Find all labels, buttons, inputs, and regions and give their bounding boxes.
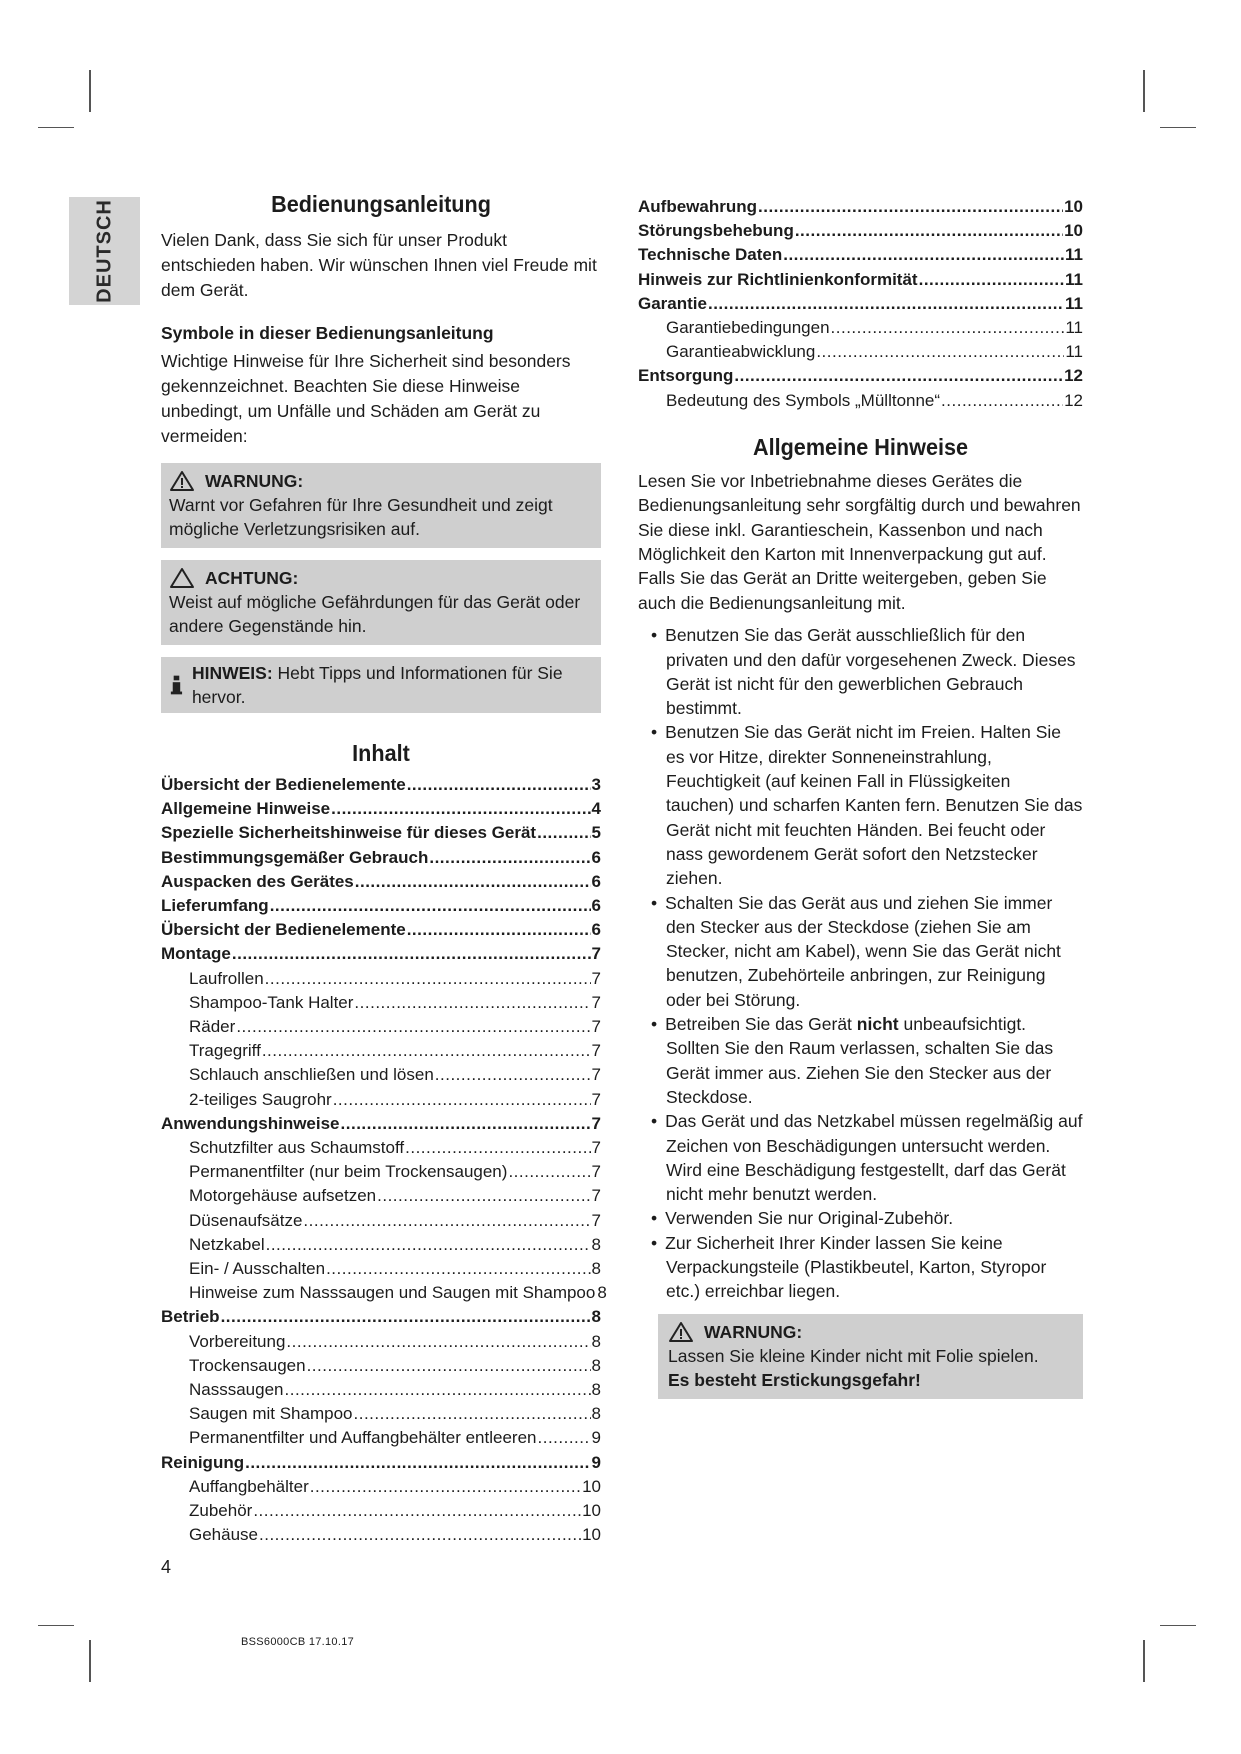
toc-entry <box>161 1499 601 1523</box>
symbols-text: Wichtige Hinweise für Ihre Sicherheit sind besonders gekennzeichnet. Beachten Sie diese Hinweise unbedingt, um Unfälle und Schäden am Gerät zu vermeiden: <box>161 351 571 446</box>
toc-entry-page: 7 <box>591 1162 601 1182</box>
toc-entry <box>161 1378 601 1402</box>
warning-label: WARNUNG: <box>704 1321 803 1342</box>
manual-title: Bedienungsanleitung <box>271 191 491 217</box>
list-item: • Zur Sicherheit Ihrer Kinder lassen Sie keine Verpackungsteile (Plastikbeutel, Karton, Styropor etc.) erreichbar liegen. <box>638 1231 1083 1304</box>
toc-leader-dots <box>307 1354 591 1378</box>
toc-leader-dots <box>831 316 1065 340</box>
toc-entry-label: Permanentfilter und Auffangbehälter entleeren <box>189 1428 537 1448</box>
toc-entry-label: Permanentfilter (nur beim Trockensaugen) <box>189 1162 508 1182</box>
list-item-text: Betreiben Sie das Gerät <box>665 1014 857 1035</box>
intro-text: Vielen Dank, dass Sie sich für unser Produkt entschieden haben. Wir wünschen Ihnen viel Freude mit dem Gerät. <box>161 230 597 300</box>
toc-entry-label: Betrieb <box>161 1307 220 1327</box>
toc-leader-dots <box>303 1209 590 1233</box>
toc-leader-dots <box>377 1184 590 1208</box>
toc-entry-label: Düsenaufsätze <box>189 1210 303 1230</box>
toc-entry-page: 8 <box>591 1259 601 1279</box>
general-notes-text: Lesen Sie vor Inbetriebnahme dieses Gerätes die Bedienungsanleitung sehr sorgfältig durch und bewahren Sie diese inkl. Garantieschein, Kassenbon und nach Möglichkeit den Karton mit Innenverpackung gut auf. Falls Sie das Gerät an Dritte weitergeben, geben Sie auch die Bedienungsanleitung mit. <box>638 470 1081 613</box>
toc-entry-label: Reinigung <box>161 1452 245 1472</box>
hint-text: Hebt Tipps und Informationen für Sie hervor. <box>191 663 563 707</box>
toc-leader-dots <box>537 821 590 845</box>
toc-entry <box>638 340 1083 364</box>
toc-entry-page: 7 <box>591 1089 601 1109</box>
toc-entry-page: 7 <box>591 1065 601 1085</box>
footer-code: BSS6000CB 17.10.17 <box>241 1636 355 1648</box>
general-notes-title: Allgemeine Hinweise <box>752 433 969 460</box>
crop-mark <box>89 1640 91 1682</box>
right-column <box>638 195 1083 1399</box>
toc-entry-label: Hinweise zum Nasssaugen und Saugen mit Shampoo <box>189 1283 596 1303</box>
toc-leader-dots <box>405 1136 590 1160</box>
toc-entry <box>161 1305 601 1329</box>
toc-entry <box>638 195 1083 219</box>
toc-entry-label: Netzkabel <box>189 1234 265 1254</box>
toc-entry <box>638 219 1083 243</box>
toc-entry-label: Bedeutung des Symbols „Mülltonne“ <box>666 390 941 410</box>
crop-mark <box>1160 1625 1196 1626</box>
caution-icon <box>169 567 195 589</box>
warning-icon <box>169 470 195 492</box>
toc-leader-dots <box>270 894 591 918</box>
toc-entry-label: Trockensaugen <box>189 1355 306 1375</box>
children-warning-box <box>658 1314 1083 1399</box>
toc-leader-dots <box>266 1233 591 1257</box>
toc-entry-page: 7 <box>591 992 601 1012</box>
toc-entry <box>161 846 601 870</box>
toc-entry <box>638 268 1083 292</box>
toc-entry-label: Auffangbehälter <box>189 1476 309 1496</box>
toc-entry-label: Anwendungshinweise <box>161 1113 340 1133</box>
toc-entry-page: 7 <box>591 1138 601 1158</box>
toc-entry-label: Motorgehäuse aufsetzen <box>189 1186 377 1206</box>
warning-text: Warnt vor Gefahren für Ihre Gesundheit und zeigt mögliche Verletzungsrisiken auf. <box>169 495 553 539</box>
toc-entry-page: 7 <box>591 968 601 988</box>
toc-entry-label: Lieferumfang <box>161 896 269 916</box>
table-of-contents <box>161 773 607 1548</box>
toc-entry <box>161 1112 601 1136</box>
toc-leader-dots <box>407 773 591 797</box>
toc-entry <box>161 1184 601 1208</box>
toc-entry-page: 5 <box>591 823 601 843</box>
toc-entry <box>161 1426 601 1450</box>
toc-entry-page: 10 <box>582 1476 601 1496</box>
toc-leader-dots <box>262 1039 591 1063</box>
toc-leader-dots <box>285 1378 591 1402</box>
toc-entry <box>161 1281 607 1305</box>
toc-leader-dots <box>407 918 591 942</box>
toc-leader-dots <box>265 967 591 991</box>
caution-box <box>161 560 601 645</box>
toc-entry <box>161 1160 601 1184</box>
list-item: • Das Gerät und das Netzkabel müssen regelmäßig auf Zeichen von Beschädigungen untersucht werden. Wird eine Beschädigung festgestellt, darf das Gerät nicht mehr benutzt werden. <box>638 1109 1083 1206</box>
warning-icon <box>668 1321 694 1343</box>
warning-box <box>161 463 601 548</box>
warning-text: Lassen Sie kleine Kinder nicht mit Folie spielen. <box>668 1345 1039 1366</box>
toc-entry-label: Entsorgung <box>638 366 734 386</box>
toc-entry-page: 8 <box>591 1331 601 1351</box>
toc-entry <box>638 316 1083 340</box>
toc-entry <box>161 894 601 918</box>
toc-leader-dots <box>331 797 590 821</box>
list-item: • Verwenden Sie nur Original-Zubehör. <box>638 1206 1083 1230</box>
toc-leader-dots <box>758 195 1063 219</box>
toc-entry-page: 8 <box>591 1380 601 1400</box>
toc-entry <box>161 967 601 991</box>
toc-entry-label: Schutzfilter aus Schaumstoff <box>189 1138 405 1158</box>
toc-entry-label: Technische Daten <box>638 245 783 265</box>
toc-entry-label: Räder <box>189 1017 236 1037</box>
toc-entry-page: 11 <box>1065 293 1083 313</box>
toc-leader-dots <box>429 846 590 870</box>
toc-entry-page: 10 <box>1064 197 1083 216</box>
toc-entry <box>161 1475 601 1499</box>
toc-entry <box>161 1209 601 1233</box>
toc-entry <box>161 1063 601 1087</box>
toc-entry <box>161 1402 601 1426</box>
toc-entry-label: Spezielle Sicherheitshinweise für dieses Gerät <box>161 823 537 843</box>
toc-entry <box>161 1088 601 1112</box>
toc-leader-dots <box>245 1451 590 1475</box>
toc-entry-label: Garantieabwicklung <box>666 342 816 362</box>
toc-entry <box>161 1330 601 1354</box>
toc-entry-label: Saugen mit Shampoo <box>189 1404 353 1424</box>
list-item: • Benutzen Sie das Gerät nicht im Freien. Halten Sie es vor Hitze, direkter Sonneneinstrahlung, Feuchtigkeit (auf keinen Fall in Flüssigkeiten tauchen) und scharfen Kanten fern. Benutzen Sie das Gerät nicht mit feuchten Händen. Bei feucht oder nass gewordenem Gerät sofort den Netzstecker ziehen. <box>638 720 1083 890</box>
toc-entry-label: Bestimmungsgemäßer Gebrauch <box>161 847 429 867</box>
toc-entry-page: 11 <box>1065 245 1083 265</box>
toc-entry <box>638 292 1083 316</box>
toc-entry-label: Gehäuse <box>189 1525 258 1545</box>
toc-entry <box>161 991 601 1015</box>
toc-entry-label: Übersicht der Bedienelemente <box>161 920 406 940</box>
toc-leader-dots <box>354 991 590 1015</box>
toc-entry <box>161 1039 601 1063</box>
caution-text: Weist auf mögliche Gefährdungen für das Gerät oder andere Gegenstände hin. <box>169 592 581 636</box>
toc-entry-label: Zubehör <box>189 1501 253 1521</box>
toc-entry-page: 7 <box>591 1113 601 1133</box>
left-column <box>161 190 607 1548</box>
toc-entry <box>638 389 1083 413</box>
toc-entry-page: 6 <box>591 871 601 891</box>
hint-label: HINWEIS: <box>191 663 273 683</box>
toc-entry-page: 6 <box>591 847 601 867</box>
toc-entry <box>161 1233 601 1257</box>
toc-entry-page: 7 <box>591 1210 601 1230</box>
toc-leader-dots <box>232 942 591 966</box>
toc-entry <box>161 1257 601 1281</box>
info-icon <box>169 674 184 696</box>
toc-entry-page: 7 <box>591 1041 601 1061</box>
toc-entry <box>161 1354 601 1378</box>
toc-entry-page: 7 <box>591 1186 601 1206</box>
toc-entry-page: 8 <box>591 1307 601 1327</box>
toc-leader-dots <box>795 219 1063 243</box>
toc-entry <box>161 773 601 797</box>
toc-leader-dots <box>221 1305 591 1329</box>
toc-entry-page: 9 <box>591 1428 601 1448</box>
toc-entry <box>161 821 601 845</box>
toc-entry-label: Garantie <box>638 293 707 313</box>
table-of-contents-continued <box>638 195 1083 413</box>
toc-entry-page: 6 <box>591 920 601 940</box>
toc-entry <box>161 918 601 942</box>
toc-leader-dots <box>259 1523 581 1547</box>
toc-entry-page: 3 <box>591 775 601 794</box>
crop-mark <box>1143 70 1145 112</box>
toc-leader-dots <box>734 364 1063 388</box>
toc-leader-dots <box>355 870 591 894</box>
toc-entry <box>161 1136 601 1160</box>
toc-entry-label: Garantiebedingungen <box>666 318 830 338</box>
list-item-text: unbeaufsichtigt. Sollten Sie den Raum verlassen, schalten Sie das Gerät immer aus. Ziehen Sie den Stecker aus der Steckdose. <box>666 1014 1054 1107</box>
toc-entry-page: 12 <box>1064 366 1083 386</box>
toc-entry-label: Aufbewahrung <box>638 197 757 216</box>
list-item: • Benutzen Sie das Gerät ausschließlich für den privaten und den dafür vorgesehenen Zweck. Dieses Gerät ist nicht für den gewerblichen Gebrauch bestimmt. <box>638 623 1083 720</box>
toc-entry-page: 11 <box>1065 342 1083 362</box>
toc-entry-page: 10 <box>582 1501 601 1521</box>
toc-entry-page: 6 <box>591 896 601 916</box>
language-tab <box>69 197 140 305</box>
page-number: 4 <box>161 1557 172 1577</box>
crop-mark <box>38 1625 74 1626</box>
toc-entry-label: Allgemeine Hinweise <box>161 799 331 819</box>
toc-entry-page: 8 <box>591 1234 601 1254</box>
toc-entry-page: 12 <box>1064 390 1083 410</box>
toc-entry-page: 8 <box>591 1404 601 1424</box>
symbols-heading: Symbole in dieser Bedienungsanleitung <box>161 323 494 343</box>
toc-entry-page: 7 <box>591 944 601 964</box>
toc-leader-dots <box>326 1257 590 1281</box>
toc-entry-label: 2-teiliges Saugrohr <box>189 1089 332 1109</box>
toc-entry <box>161 1015 601 1039</box>
toc-entry-label: Montage <box>161 944 231 964</box>
toc-leader-dots <box>919 268 1064 292</box>
toc-leader-dots <box>253 1499 581 1523</box>
toc-entry <box>161 1523 601 1547</box>
caution-label: ACHTUNG: <box>205 568 299 588</box>
toc-leader-dots <box>310 1475 581 1499</box>
toc-entry <box>161 1451 601 1475</box>
toc-entry-page: 4 <box>591 799 601 819</box>
crop-mark <box>89 70 91 112</box>
toc-leader-dots <box>354 1402 591 1426</box>
list-item: • Schalten Sie das Gerät aus und ziehen Sie immer den Stecker aus der Steckdose (ziehen Sie am Stecker, nicht am Kabel), wenn Sie das Gerät nicht benutzen, Zubehörteile anbringen, zur Reinigung oder bei Störung. <box>638 891 1083 1012</box>
toc-entry-page: 8 <box>597 1283 607 1303</box>
hint-box <box>161 657 601 713</box>
toc-entry-page: 10 <box>582 1525 601 1545</box>
toc-entry-page: 7 <box>591 1017 601 1037</box>
toc-leader-dots <box>286 1330 590 1354</box>
toc-entry-label: Hinweis zur Richtlinienkonformität <box>638 269 918 289</box>
toc-entry-page: 11 <box>1065 269 1083 289</box>
toc-leader-dots <box>508 1160 590 1184</box>
toc-title: Inhalt <box>352 740 410 766</box>
toc-entry-label: Laufrollen <box>189 968 264 988</box>
crop-mark <box>1160 127 1196 128</box>
toc-entry-label: Ein- / Ausschalten <box>189 1259 326 1279</box>
crop-mark <box>1143 1640 1145 1682</box>
toc-entry-label: Vorbereitung <box>189 1331 286 1351</box>
toc-entry-page: 8 <box>591 1355 601 1375</box>
toc-leader-dots <box>816 340 1064 364</box>
toc-leader-dots <box>708 292 1064 316</box>
warning-label: WARNUNG: <box>205 471 304 491</box>
toc-entry-page: 11 <box>1065 318 1083 338</box>
toc-entry <box>161 870 601 894</box>
toc-leader-dots <box>435 1063 591 1087</box>
list-item <box>638 1012 1083 1109</box>
toc-leader-dots <box>941 389 1063 413</box>
toc-entry <box>161 942 601 966</box>
toc-entry <box>638 364 1083 388</box>
toc-leader-dots <box>341 1112 591 1136</box>
crop-mark <box>38 127 74 128</box>
toc-leader-dots <box>236 1015 590 1039</box>
toc-entry-page: 9 <box>591 1452 601 1472</box>
toc-leader-dots <box>538 1426 591 1450</box>
toc-entry-label: Auspacken des Gerätes <box>161 871 354 891</box>
safety-list <box>638 623 1083 1303</box>
toc-entry-page: 10 <box>1064 221 1083 241</box>
language-tab-label: DEUTSCH <box>93 199 115 303</box>
toc-leader-dots <box>333 1088 591 1112</box>
list-item-emphasis: nicht <box>856 1014 899 1035</box>
toc-entry-label: Shampoo-Tank Halter <box>189 992 354 1012</box>
toc-entry-label: Störungsbehebung <box>638 221 794 241</box>
warning-emphasis: Es besteht Erstickungsgefahr! <box>668 1369 921 1390</box>
toc-entry-label: Schlauch anschließen und lösen <box>189 1065 434 1085</box>
toc-entry-label: Nasssaugen <box>189 1380 284 1400</box>
toc-entry <box>161 797 601 821</box>
toc-leader-dots <box>783 243 1064 267</box>
toc-entry-label: Übersicht der Bedienelemente <box>161 775 406 794</box>
toc-entry <box>638 243 1083 267</box>
toc-entry-label: Tragegriff <box>189 1041 261 1061</box>
